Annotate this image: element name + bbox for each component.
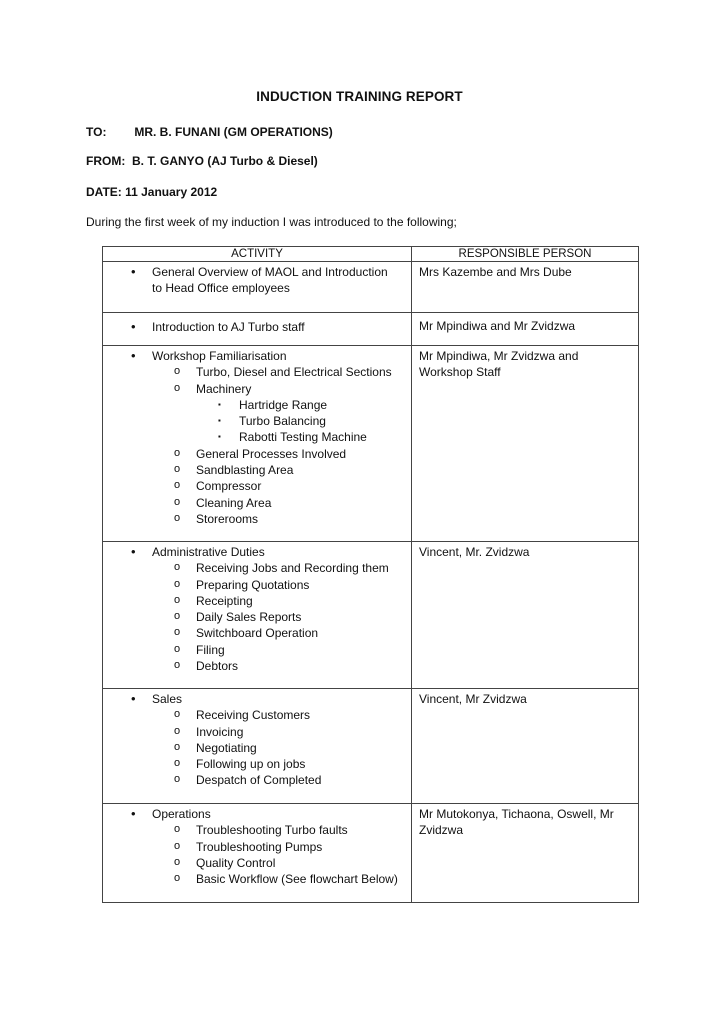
responsible-text: Mr Mpindiwa and Mr Zvidzwa bbox=[419, 319, 576, 333]
circle-bullet-glyph: o bbox=[174, 446, 181, 459]
list-item: o Quality Control bbox=[174, 855, 276, 870]
list-item: o Receiving Customers bbox=[174, 708, 311, 723]
circle-bullet-glyph: o bbox=[174, 577, 181, 590]
activity-title: Sales bbox=[152, 692, 183, 706]
circle-bullet-glyph: o bbox=[174, 740, 181, 753]
bullet-glyph: • bbox=[131, 691, 136, 706]
date-line: DATE: 11 January 2012 bbox=[86, 185, 218, 199]
intro-paragraph: During the first week of my induction I was introduced to the following; bbox=[86, 215, 457, 229]
list-item: ▪ Rabotti Testing Machine bbox=[218, 430, 367, 445]
table-row bbox=[103, 262, 639, 313]
from-value: B. T. GANYO (AJ Turbo & Diesel) bbox=[132, 154, 318, 168]
activity-title: Operations bbox=[152, 807, 211, 821]
activity-title: General Overview of MAOL and Introduction bbox=[152, 265, 388, 279]
responsible-text: Vincent, Mr. Zvidzwa bbox=[419, 545, 530, 559]
list-item: o Debtors bbox=[174, 659, 239, 674]
circle-bullet-glyph: o bbox=[174, 872, 181, 885]
circle-bullet-glyph: o bbox=[174, 365, 181, 378]
responsible-header: RESPONSIBLE PERSON bbox=[412, 247, 639, 262]
table-row bbox=[103, 313, 639, 346]
to-line bbox=[86, 125, 333, 139]
list-item: o Invoicing bbox=[174, 724, 244, 739]
list-item: o Receipting bbox=[174, 593, 253, 608]
list-item: o Compressor bbox=[174, 479, 262, 494]
table-row bbox=[103, 804, 639, 903]
bullet-glyph: • bbox=[131, 264, 136, 279]
list-item: o Switchboard Operation bbox=[174, 626, 319, 641]
bullet-glyph: • bbox=[131, 319, 136, 334]
responsible-cell bbox=[412, 804, 639, 903]
circle-bullet-glyph: o bbox=[174, 479, 181, 492]
circle-bullet-glyph: o bbox=[174, 561, 181, 574]
activity-title-cont: to Head Office employees bbox=[152, 281, 290, 296]
circle-bullet-glyph: o bbox=[174, 773, 181, 786]
circle-bullet-glyph: o bbox=[174, 381, 181, 394]
circle-bullet-glyph: o bbox=[174, 495, 181, 508]
circle-bullet-glyph: o bbox=[174, 757, 181, 770]
table-row bbox=[103, 346, 639, 542]
circle-bullet-glyph: o bbox=[174, 855, 181, 868]
list-item: o Troubleshooting Pumps bbox=[174, 839, 323, 854]
square-bullet-glyph: ▪ bbox=[218, 432, 221, 442]
circle-bullet-glyph: o bbox=[174, 593, 181, 606]
activity-cell bbox=[103, 313, 412, 346]
list-item: o Storerooms bbox=[174, 511, 259, 526]
responsible-cell bbox=[412, 262, 639, 313]
table-header-row bbox=[103, 247, 639, 262]
list-item: o Filing bbox=[174, 642, 225, 657]
responsible-cell bbox=[412, 313, 639, 346]
circle-bullet-glyph: o bbox=[174, 659, 181, 672]
list-item: o Machinery bbox=[174, 381, 252, 396]
circle-bullet-glyph: o bbox=[174, 511, 181, 524]
activity-cell bbox=[103, 804, 412, 903]
list-item: ▪ Hartridge Range bbox=[218, 397, 328, 412]
responsible-text: Mr Mutokonya, Tichaona, Oswell, Mr Zvidzwa bbox=[419, 807, 614, 838]
activity-title: Administrative Duties bbox=[152, 545, 265, 559]
responsible-text: Vincent, Mr Zvidzwa bbox=[419, 692, 527, 706]
square-bullet-glyph: ▪ bbox=[218, 416, 221, 426]
circle-bullet-glyph: o bbox=[174, 708, 181, 721]
responsible-text: Mrs Kazembe and Mrs Dube bbox=[419, 265, 572, 279]
from-line bbox=[86, 154, 318, 168]
list-item: o Following up on jobs bbox=[174, 757, 306, 772]
list-item: o Sandblasting Area bbox=[174, 463, 294, 478]
bullet-glyph: • bbox=[131, 806, 136, 821]
list-item: o Preparing Quotations bbox=[174, 577, 310, 592]
list-item: o Despatch of Completed bbox=[174, 773, 322, 788]
circle-bullet-glyph: o bbox=[174, 626, 181, 639]
list-item: o Negotiating bbox=[174, 740, 257, 755]
list-item: o Turbo, Diesel and Electrical Sections bbox=[174, 365, 392, 380]
responsible-cell bbox=[412, 346, 639, 542]
activity-title: Workshop Familiarisation bbox=[152, 349, 287, 363]
list-item: o Daily Sales Reports bbox=[174, 610, 302, 625]
circle-bullet-glyph: o bbox=[174, 463, 181, 476]
circle-bullet-glyph: o bbox=[174, 839, 181, 852]
bullet-glyph: • bbox=[131, 348, 136, 363]
activity-cell bbox=[103, 689, 412, 804]
activity-cell bbox=[103, 542, 412, 689]
from-label: FROM: bbox=[86, 154, 126, 168]
circle-bullet-glyph: o bbox=[174, 642, 181, 655]
to-value: MR. B. FUNANI (GM OPERATIONS) bbox=[134, 125, 333, 139]
list-item: o Troubleshooting Turbo faults bbox=[174, 823, 348, 838]
circle-bullet-glyph: o bbox=[174, 823, 181, 836]
to-label: TO: bbox=[86, 125, 107, 139]
responsible-cell bbox=[412, 542, 639, 689]
list-item: o Basic Workflow (See flowchart Below) bbox=[174, 872, 398, 887]
circle-bullet-glyph: o bbox=[174, 724, 181, 737]
activity-table bbox=[102, 246, 639, 903]
table-row bbox=[103, 689, 639, 804]
activity-cell bbox=[103, 262, 412, 313]
activity-cell bbox=[103, 346, 412, 542]
report-title: INDUCTION TRAINING REPORT bbox=[256, 89, 463, 104]
list-item: o Cleaning Area bbox=[174, 495, 272, 510]
square-bullet-glyph: ▪ bbox=[218, 399, 221, 409]
responsible-text: Mr Mpindiwa, Mr Zvidzwa and Workshop Staff bbox=[419, 349, 579, 380]
bullet-glyph: • bbox=[131, 544, 136, 559]
circle-bullet-glyph: o bbox=[174, 610, 181, 623]
list-item: o General Processes Involved bbox=[174, 446, 347, 461]
list-item: o Receiving Jobs and Recording them bbox=[174, 561, 389, 576]
activity-header: ACTIVITY bbox=[103, 247, 412, 262]
table-row bbox=[103, 542, 639, 689]
list-item: ▪ Turbo Balancing bbox=[218, 414, 326, 429]
responsible-cell bbox=[412, 689, 639, 804]
activity-title: Introduction to AJ Turbo staff bbox=[152, 320, 305, 334]
